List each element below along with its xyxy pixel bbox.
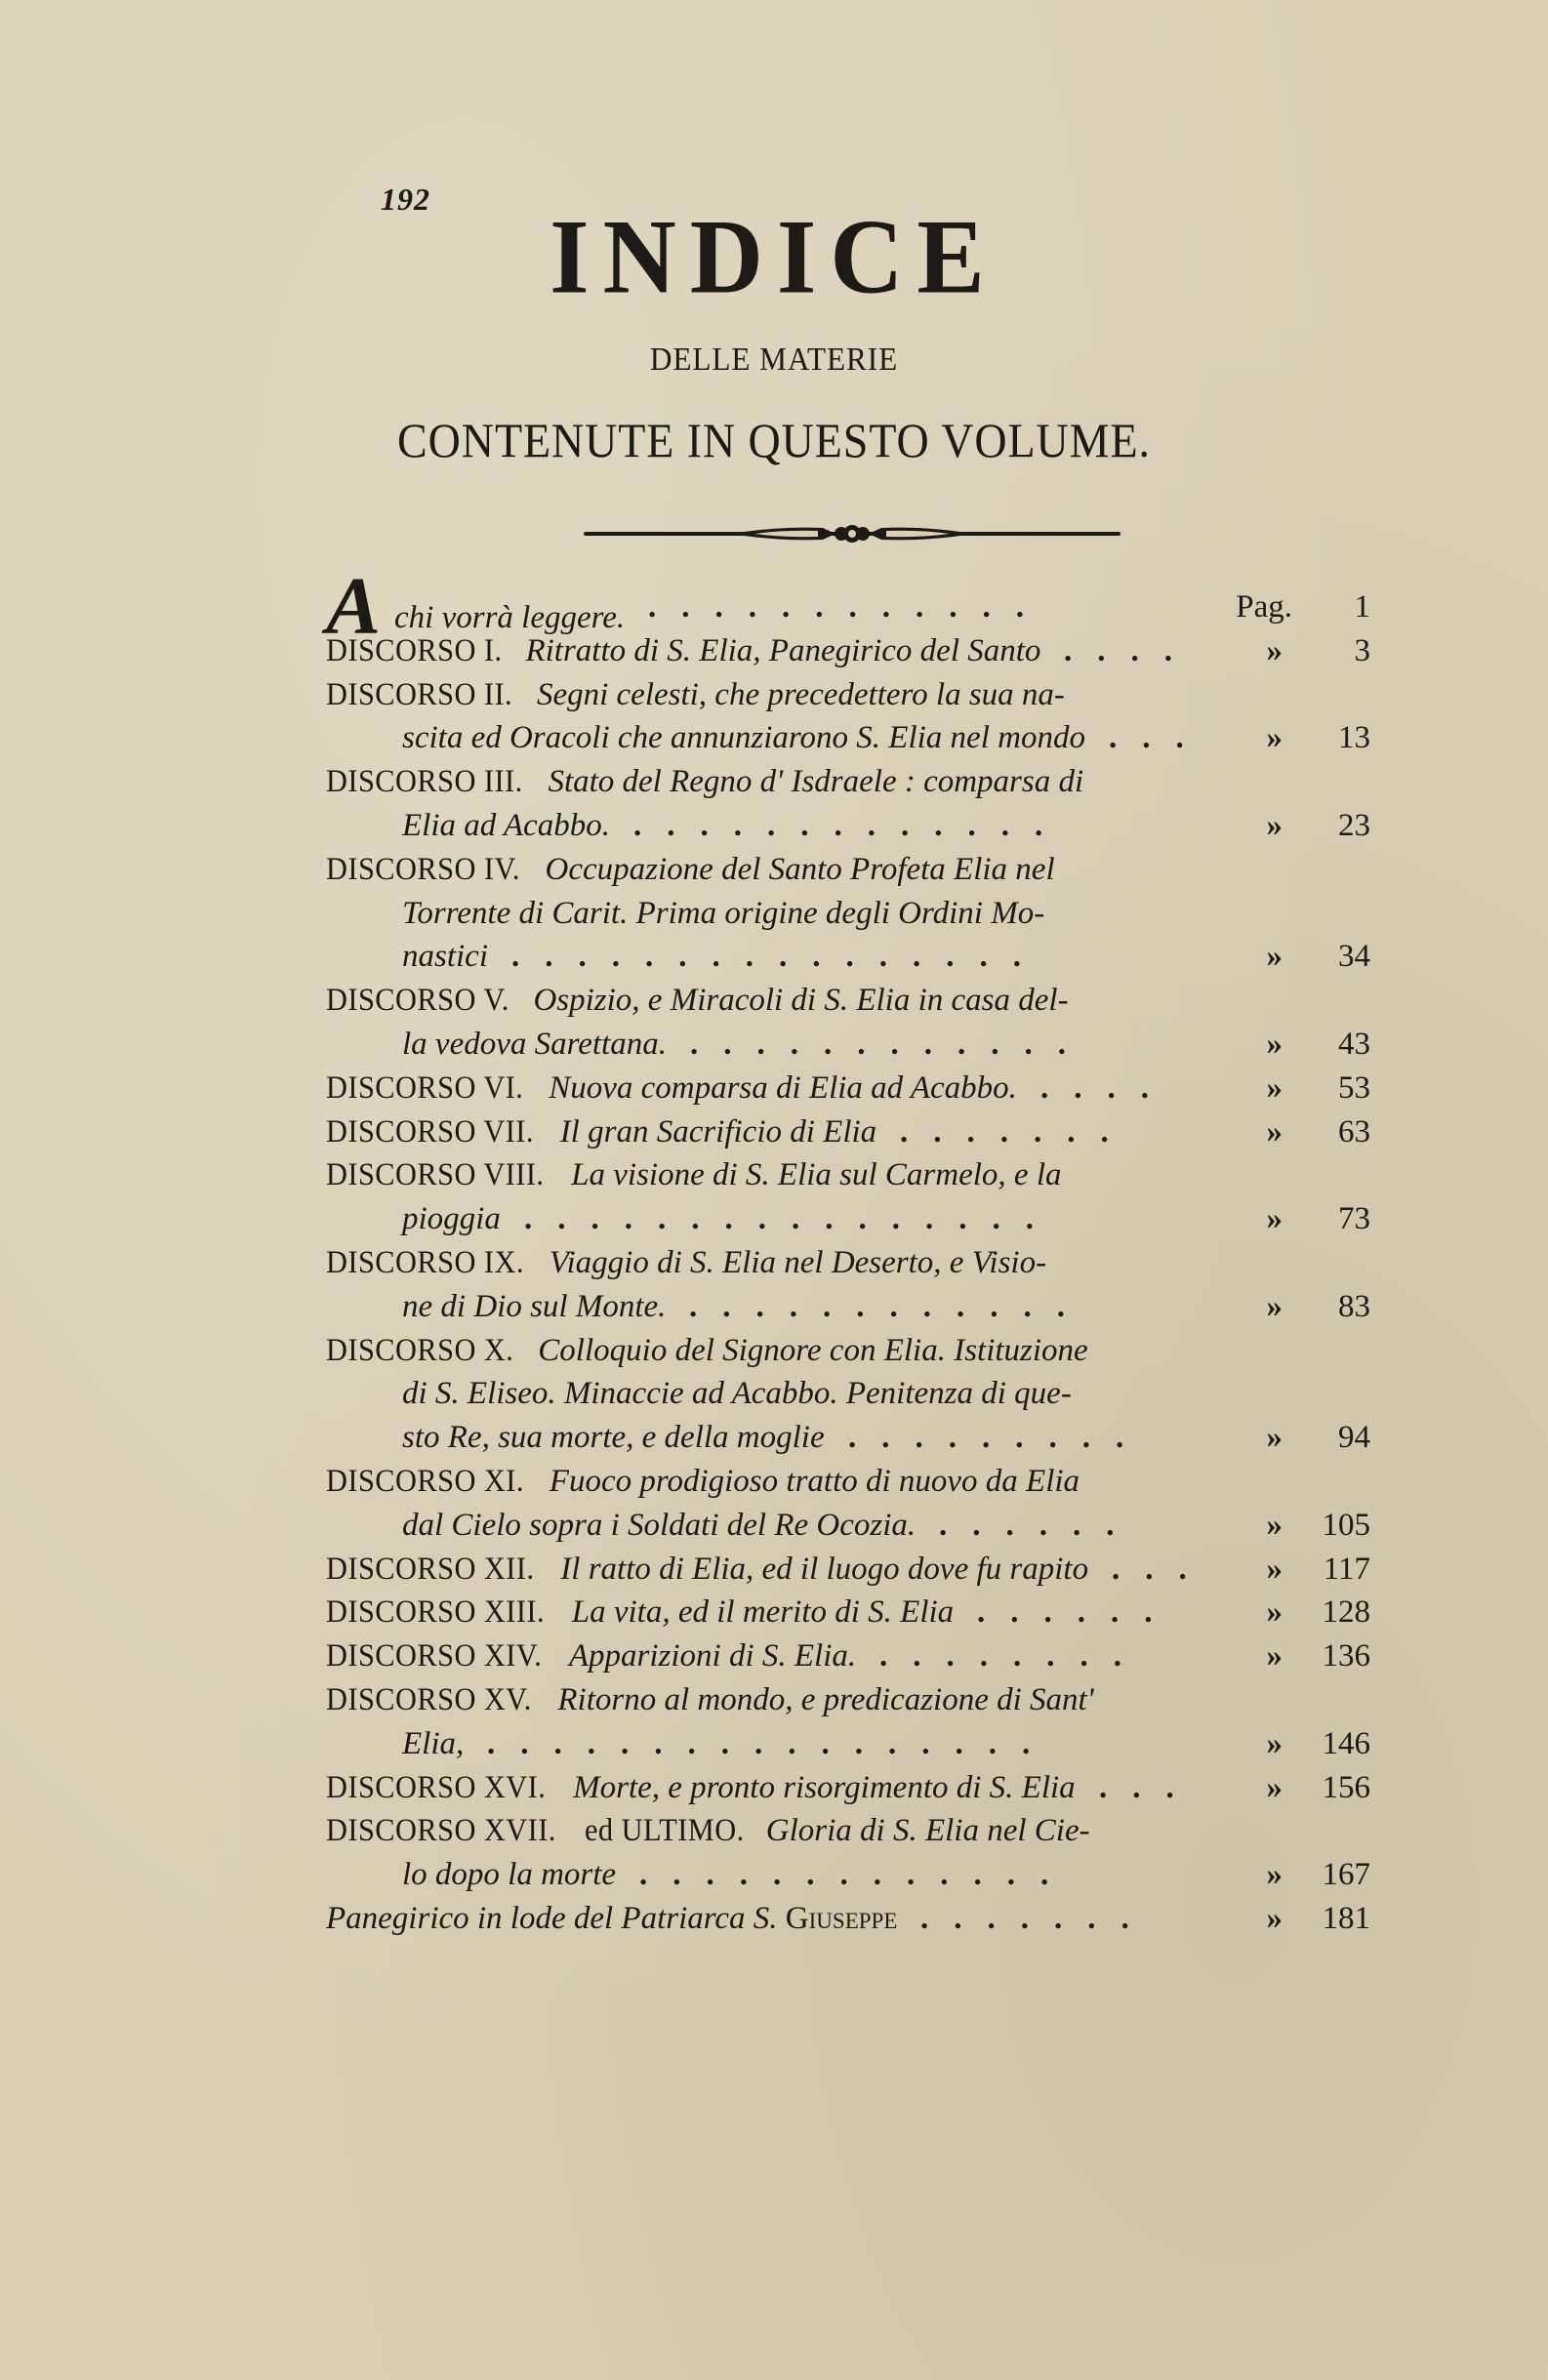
entry-title: Elia ad Acabbo.: [402, 807, 610, 843]
toc-line-text: [326, 1329, 1088, 1373]
page-ref: 181: [1322, 1900, 1370, 1936]
toc-line-text: [326, 1460, 1080, 1504]
toc-line-text: [402, 1197, 501, 1241]
toc-line-text: [326, 760, 1083, 804]
decorative-rule-ornament-icon: [584, 518, 1120, 547]
toc-line-text: [326, 848, 1055, 892]
toc-line-text: [326, 629, 1040, 673]
entry-title: Nuova comparsa di Elia ad Acabbo.: [549, 1069, 1017, 1106]
toc-line: [326, 1372, 1370, 1416]
entry-title: Morte, e pronto risorgimento di S. Elia: [573, 1769, 1076, 1805]
toc-line-text: [326, 1766, 1076, 1810]
page-ref: 43: [1338, 1026, 1370, 1062]
toc-entry: [326, 1634, 1370, 1678]
toc-line: [326, 1416, 1370, 1460]
entry-title: La visione di S. Elia sul Carmelo, e la: [571, 1157, 1062, 1193]
leader-dots: ............: [689, 1288, 1090, 1324]
page-ref: 3: [1354, 632, 1370, 668]
toc-entry: [326, 1897, 1370, 1941]
leader-dots: ........: [879, 1638, 1147, 1674]
entry-title: chi vorrà leggere.: [394, 600, 626, 635]
entry-title: Torrente di Carit. Prima origine degli Ordini Mo-: [402, 895, 1045, 931]
page-ref: 53: [1338, 1069, 1370, 1106]
leader-dots: ......: [977, 1594, 1178, 1631]
leader-mark: »: [1266, 1857, 1283, 1893]
page-number: 192: [381, 182, 430, 217]
leader-dots: ...: [1099, 1769, 1200, 1805]
toc-entry: [326, 1329, 1370, 1460]
leader-mark: »: [1266, 1725, 1283, 1761]
toc-line: [326, 1241, 1370, 1285]
entry-title: di S. Eliseo. Minaccie ad Acabbo. Penitenza di que-: [402, 1376, 1072, 1412]
discorso-heading: DISCORSO VI.: [326, 1069, 524, 1106]
discorso-heading: DISCORSO XV.: [326, 1681, 532, 1717]
toc-entry: [326, 1591, 1370, 1634]
page-ref: 94: [1338, 1420, 1370, 1456]
leader-dots: ....: [1064, 632, 1198, 668]
entry-title: Elia,: [402, 1725, 465, 1761]
entry-title: ne di Dio sul Monte.: [402, 1288, 667, 1324]
toc-line-text: [402, 892, 1044, 936]
entry-title: dal Cielo sopra i Soldati del Re Ocozia.: [402, 1507, 917, 1543]
entry-title: nastici: [402, 939, 488, 975]
toc-line: [326, 1897, 1370, 1941]
entry-title: Occupazione del Santo Profeta Elia nel: [545, 851, 1055, 887]
toc-line: [326, 804, 1370, 848]
discorso-heading: DISCORSO IV.: [326, 851, 520, 887]
toc-entry: [326, 1067, 1370, 1110]
page-ref: 128: [1322, 1594, 1370, 1631]
toc-line: [326, 1110, 1370, 1154]
toc-line-text: [402, 1416, 825, 1460]
discorso-heading: DISCORSO V.: [326, 983, 509, 1019]
toc-line-text: [326, 1548, 1088, 1592]
entry-title: sto Re, sua morte, e della moglie: [402, 1420, 825, 1456]
toc-line-text: [402, 1722, 464, 1766]
entry-title: pioggia: [402, 1201, 501, 1237]
leader-dots: ......: [939, 1507, 1140, 1543]
entry-title: la vedova Sarettana.: [402, 1026, 667, 1062]
leader-mark: »: [1266, 1594, 1283, 1631]
toc-entry: [326, 1460, 1370, 1548]
leader-dots: .................: [487, 1725, 1056, 1761]
entry-title: Fuoco prodigioso tratto di nuovo da Elia: [549, 1463, 1080, 1499]
entry-title: Ospizio, e Miracoli di S. Elia in casa del-: [533, 983, 1069, 1019]
leader-dots: ............: [648, 589, 1049, 625]
toc-line-text: [326, 1678, 1094, 1722]
entry-title: Ritorno al mondo, e predicazione di Sant': [557, 1681, 1094, 1717]
toc-line-text: [402, 1372, 1072, 1416]
toc-line: [326, 1460, 1370, 1504]
page-ref: 34: [1338, 939, 1370, 975]
leader-mark: »: [1266, 1069, 1283, 1106]
toc-line-text: [402, 1504, 916, 1548]
entry-title: Il gran Sacrificio di Elia: [559, 1113, 877, 1150]
toc-line-text: [326, 673, 1065, 717]
toc-line: [326, 1766, 1370, 1810]
page-ref: 156: [1322, 1769, 1370, 1805]
entry-title: Panegirico in lode del Patriarca S.: [326, 1900, 778, 1936]
toc-line: [326, 1285, 1370, 1329]
toc-line: [326, 935, 1370, 979]
leader-mark: »: [1266, 939, 1283, 975]
toc-line: [326, 1153, 1370, 1197]
leader-mark: »: [1266, 1420, 1283, 1456]
discorso-heading: DISCORSO VIII.: [326, 1157, 545, 1193]
entry-title: Colloquio del Signore con Elia. Istituzione: [538, 1332, 1088, 1368]
toc-line-text: [326, 979, 1069, 1023]
entry-title: Il ratto di Elia, ed il luogo dove fu rapito: [560, 1551, 1089, 1587]
discorso-heading-extra: ed ULTIMO.: [584, 1813, 745, 1849]
toc-line: [326, 1591, 1370, 1634]
entry-title-smallcaps: Giuseppe: [785, 1900, 898, 1936]
toc-line-text: [326, 1067, 1017, 1110]
page-label: Pag.: [1236, 589, 1292, 625]
toc-entry: [326, 848, 1370, 979]
toc-entry: [326, 1766, 1370, 1810]
leader-mark: »: [1266, 1288, 1283, 1324]
discorso-heading: DISCORSO III.: [326, 764, 523, 800]
toc-line: [326, 979, 1370, 1023]
toc-line: [326, 1329, 1370, 1373]
toc-entry: [326, 760, 1370, 848]
page-ref: 63: [1338, 1113, 1370, 1150]
entry-title: Gloria di S. Elia nel Cie-: [765, 1813, 1090, 1849]
page-ref: 146: [1322, 1725, 1370, 1761]
toc-line: [326, 1853, 1370, 1897]
subtitle-delle-materie: DELLE MATERIE: [649, 342, 899, 378]
page-ref: 167: [1322, 1857, 1370, 1893]
toc-line: [326, 848, 1370, 892]
toc-line: [326, 892, 1370, 936]
entry-title: Viaggio di S. Elia nel Deserto, e Visio-: [549, 1244, 1047, 1280]
leader-mark: »: [1266, 1551, 1283, 1587]
leader-mark: »: [1266, 632, 1283, 668]
toc-entry: [326, 1110, 1370, 1154]
toc-line-text: [326, 1809, 1090, 1853]
entry-title: Segni celesti, che precedettero la sua na-: [536, 676, 1065, 712]
toc-entry: [326, 629, 1370, 673]
leader-mark: »: [1266, 1638, 1283, 1674]
entry-title: La vita, ed il merito di S. Elia: [571, 1594, 955, 1631]
toc-entry: [326, 1678, 1370, 1766]
page-ref: 105: [1322, 1507, 1370, 1543]
toc-line-text: [326, 1241, 1046, 1285]
toc-line: [326, 1634, 1370, 1678]
entry-title: scita ed Oracoli che annunziarono S. Elia nel mondo: [402, 720, 1085, 756]
leader-mark: »: [1266, 1201, 1283, 1237]
toc-line-text: [326, 1634, 856, 1678]
leader-dots: ............: [690, 1026, 1091, 1062]
leader-dots: .......: [900, 1113, 1134, 1150]
toc-line-text: [402, 804, 610, 848]
page-ref: 13: [1338, 720, 1370, 756]
discorso-heading: DISCORSO XIV.: [326, 1638, 543, 1674]
leader-dots: ....: [1040, 1069, 1174, 1106]
leader-dots: .......: [920, 1900, 1155, 1936]
leader-dots: ...: [1112, 1551, 1212, 1587]
page-ref: 136: [1322, 1638, 1370, 1674]
page-ref: 83: [1338, 1288, 1370, 1324]
table-of-contents: [326, 561, 1370, 1941]
page-ref: 117: [1323, 1551, 1370, 1587]
discorso-heading: DISCORSO XVI.: [326, 1769, 547, 1805]
toc-line-text: [402, 1853, 616, 1897]
leader-mark: »: [1266, 807, 1283, 843]
leader-dots: ................: [524, 1201, 1059, 1237]
toc-line: [326, 1678, 1370, 1722]
leader-mark: »: [1266, 1900, 1283, 1936]
leader-mark: »: [1266, 1769, 1283, 1805]
toc-line-text: [326, 1110, 876, 1154]
toc-entry: [326, 1548, 1370, 1592]
toc-line: [326, 673, 1370, 717]
toc-line: [326, 1023, 1370, 1067]
toc-line: [326, 716, 1370, 760]
leader-dots: .............: [639, 1857, 1075, 1893]
leader-dots: ...: [1109, 720, 1209, 756]
toc-line: [326, 760, 1370, 804]
toc-entry: [326, 673, 1370, 761]
toc-line-text: [326, 1591, 954, 1634]
toc-line: [326, 629, 1370, 673]
leader-mark: »: [1266, 1507, 1283, 1543]
drop-cap: A: [326, 561, 382, 652]
page-ref: 1: [1354, 589, 1370, 625]
leader-mark: »: [1266, 1113, 1283, 1150]
toc-entry: [326, 979, 1370, 1067]
toc-line: [326, 1067, 1370, 1110]
toc-entry: [326, 1809, 1370, 1897]
toc-line: [326, 1722, 1370, 1766]
toc-line: [326, 1809, 1370, 1853]
toc-line-text: [402, 716, 1085, 760]
entry-title: Apparizioni di S. Elia.: [568, 1638, 857, 1674]
discorso-heading: DISCORSO VII.: [326, 1113, 534, 1150]
discorso-heading: DISCORSO I.: [326, 632, 503, 668]
toc-entry: [326, 1153, 1370, 1241]
discorso-heading: DISCORSO XVII.: [326, 1813, 556, 1849]
page-ref: 73: [1338, 1201, 1370, 1237]
entry-title: Ritratto di S. Elia, Panegirico del Santo: [525, 632, 1041, 668]
toc-line-text: [402, 935, 488, 979]
leader-dots: .............: [633, 807, 1069, 843]
toc-line-text: [326, 1153, 1062, 1197]
toc-line: [326, 1197, 1370, 1241]
discorso-heading: DISCORSO IX.: [326, 1244, 524, 1280]
entry-title: lo dopo la morte: [402, 1857, 617, 1893]
subtitle-contenute: CONTENUTE IN QUESTO VOLUME.: [397, 413, 1151, 467]
toc-line: [326, 1548, 1370, 1592]
discorso-heading: DISCORSO XIII.: [326, 1594, 546, 1631]
page-title: INDICE: [550, 198, 998, 316]
toc-line-text: [326, 1897, 897, 1941]
toc-line-text: [402, 1023, 667, 1067]
toc-line: [326, 1504, 1370, 1548]
leader-mark: »: [1266, 720, 1283, 756]
page-ref: 23: [1338, 807, 1370, 843]
discorso-heading: DISCORSO XII.: [326, 1551, 535, 1587]
leader-dots: ................: [511, 939, 1046, 975]
leader-dots: .........: [848, 1420, 1150, 1456]
discorso-heading: DISCORSO X.: [326, 1332, 514, 1368]
leader-mark: »: [1266, 1026, 1283, 1062]
entry-title: Stato del Regno d' Isdraele : comparsa di: [548, 764, 1084, 800]
discorso-heading: DISCORSO XI.: [326, 1463, 524, 1499]
discorso-heading: DISCORSO II.: [326, 676, 513, 712]
toc-entry: [326, 1241, 1370, 1329]
toc-line-text: [402, 1285, 666, 1329]
